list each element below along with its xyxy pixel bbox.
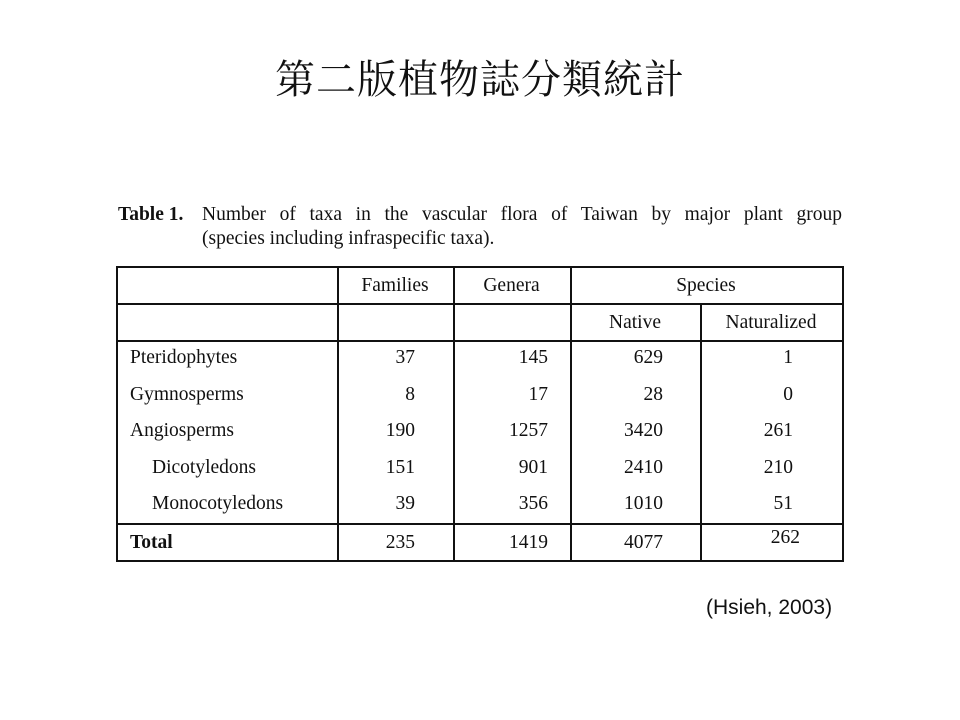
native-cell: 1010 xyxy=(624,493,663,514)
caption-line-2: (species including infraspecific taxa). xyxy=(202,228,495,249)
genera-cell: 145 xyxy=(518,347,548,368)
total-genera: 1419 xyxy=(509,532,548,553)
native-cell: 2410 xyxy=(624,457,663,478)
native-cell: 3420 xyxy=(624,420,663,441)
families-cell: 8 xyxy=(405,384,415,405)
header-species: Species xyxy=(676,275,736,296)
genera-cell: 1257 xyxy=(509,420,548,441)
header-native: Native xyxy=(609,312,661,333)
native-cell: 629 xyxy=(633,347,663,368)
caption-line-1: Number of taxa in the vascular flora of Taiwan by major plant group xyxy=(202,204,842,225)
total-native: 4077 xyxy=(624,532,663,553)
header-families: Families xyxy=(361,275,429,296)
naturalized-cell: 210 xyxy=(763,457,793,478)
col-divider xyxy=(337,268,339,560)
native-cell: 28 xyxy=(643,384,663,405)
total-families: 235 xyxy=(385,532,415,553)
naturalized-cell: 261 xyxy=(763,420,793,441)
row-group: Monocotyledons xyxy=(152,493,284,514)
caption-label: Table 1. xyxy=(118,204,184,225)
families-cell: 39 xyxy=(395,493,415,514)
row-group: Angiosperms xyxy=(130,420,234,441)
genera-cell: 356 xyxy=(518,493,548,514)
citation: (Hsieh, 2003) xyxy=(706,596,833,619)
header-genera: Genera xyxy=(483,275,540,296)
naturalized-cell: 1 xyxy=(783,347,793,368)
row-divider xyxy=(118,523,842,525)
slide-title: 第二版植物誌分類統計 xyxy=(275,57,685,103)
families-cell: 151 xyxy=(385,457,415,478)
families-cell: 37 xyxy=(395,347,415,368)
naturalized-cell: 0 xyxy=(783,384,793,405)
row-group: Pteridophytes xyxy=(130,347,238,368)
header-naturalized: Naturalized xyxy=(725,312,817,333)
naturalized-cell: 51 xyxy=(773,493,793,514)
total-naturalized: 262 xyxy=(770,527,800,548)
row-divider xyxy=(118,303,842,305)
genera-cell: 17 xyxy=(528,384,548,405)
taxa-table xyxy=(116,266,844,562)
col-divider xyxy=(453,268,455,560)
row-group: Dicotyledons xyxy=(152,457,256,478)
row-group: Gymnosperms xyxy=(130,384,244,405)
total-label: Total xyxy=(130,532,173,553)
row-divider xyxy=(118,340,842,342)
genera-cell: 901 xyxy=(518,457,548,478)
families-cell: 190 xyxy=(385,420,415,441)
